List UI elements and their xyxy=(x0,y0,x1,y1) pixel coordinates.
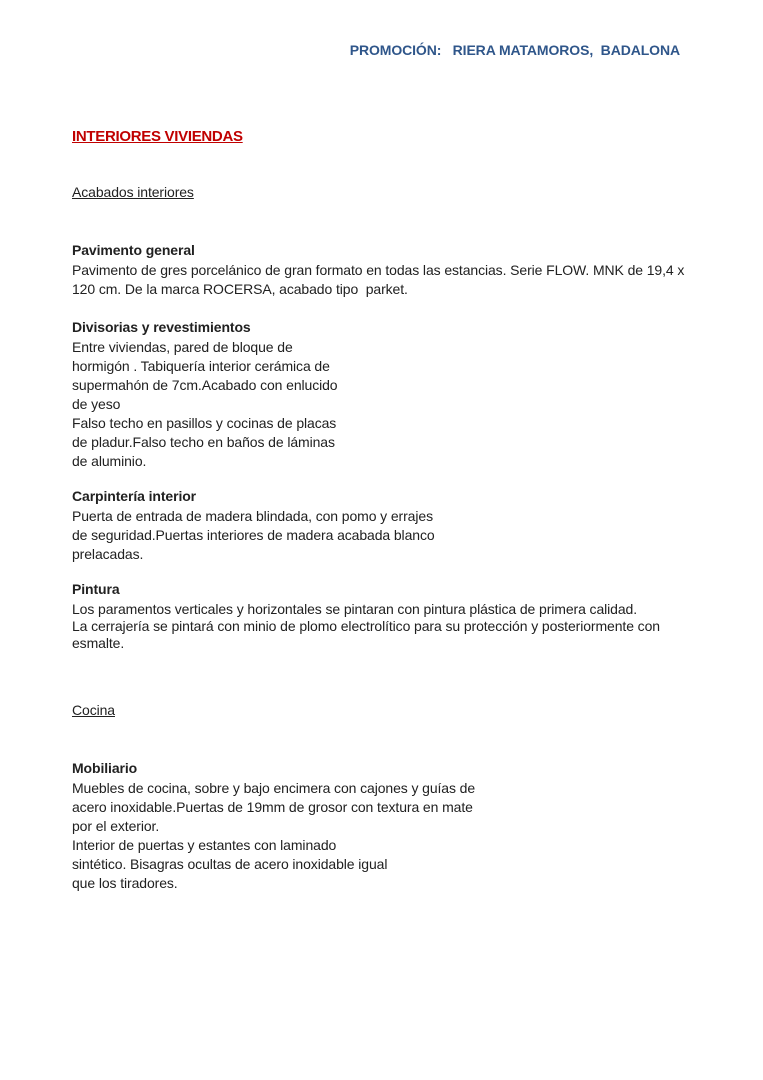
paragraph-line: Falso techo en pasillos y cocinas de placas xyxy=(72,415,337,431)
section-title: Pintura xyxy=(72,581,120,597)
section-title: Carpintería interior xyxy=(72,488,197,504)
paragraph-line: Pavimento de gres porcelánico de gran formato en todas las estancias. Serie FLOW. MNK de 19,4 x xyxy=(72,262,685,278)
paragraph-line: hormigón . Tabiquería interior cerámica de xyxy=(72,358,330,374)
section-title: Divisorias y revestimientos xyxy=(72,319,251,335)
section-divisorias-revestimientos xyxy=(72,318,338,471)
paragraph-line: de yeso xyxy=(72,396,121,412)
paragraph-line: que los tiradores. xyxy=(72,875,178,891)
paragraph-line: Interior de puertas y estantes con laminado xyxy=(72,837,337,853)
paragraph-line: La cerrajería se pintará con minio de plomo electrolítico para su protección y posteriormente con xyxy=(72,618,660,634)
paragraph xyxy=(72,779,475,893)
paragraph-line: de seguridad.Puertas interiores de madera acabada blanco xyxy=(72,527,435,543)
promotion-header: PROMOCIÓN: RIERA MATAMOROS, BADALONA xyxy=(349,42,680,58)
paragraph xyxy=(72,601,660,652)
paragraph-line: sintético. Bisagras ocultas de acero inoxidable igual xyxy=(72,856,388,872)
section-pintura xyxy=(72,580,660,652)
paragraph xyxy=(72,261,684,299)
paragraph-line: esmalte. xyxy=(72,635,125,651)
section-title: Mobiliario xyxy=(72,760,138,776)
section-mobiliario xyxy=(72,759,475,893)
paragraph-line: de pladur.Falso techo en baños de láminas xyxy=(72,434,335,450)
paragraph-line: prelacadas. xyxy=(72,546,144,562)
section-pavimento-general xyxy=(72,241,684,299)
subheading-acabados-interiores: Acabados interiores xyxy=(72,184,194,200)
paragraph-line: Los paramentos verticales y horizontales se pintaran con pintura plástica de primera calidad. xyxy=(72,601,638,617)
paragraph xyxy=(72,338,338,471)
paragraph-line: por el exterior. xyxy=(72,818,160,834)
section-title: Pavimento general xyxy=(72,242,195,258)
paragraph-line: 120 cm. De la marca ROCERSA, acabado tipo parket. xyxy=(72,281,408,297)
paragraph-line: Entre viviendas, pared de bloque de xyxy=(72,339,293,355)
paragraph-line: supermahón de 7cm.Acabado con enlucido xyxy=(72,377,338,393)
main-heading-interiores-viviendas: INTERIORES VIVIENDAS xyxy=(72,128,243,145)
paragraph-line: acero inoxidable.Puertas de 19mm de grosor con textura en mate xyxy=(72,799,473,815)
paragraph-line: Muebles de cocina, sobre y bajo encimera con cajones y guías de xyxy=(72,780,476,796)
paragraph-line: de aluminio. xyxy=(72,453,147,469)
paragraph xyxy=(72,507,435,564)
subheading-cocina: Cocina xyxy=(72,702,115,718)
section-carpinteria-interior xyxy=(72,487,435,564)
paragraph-line: Puerta de entrada de madera blindada, con pomo y errajes xyxy=(72,508,433,524)
